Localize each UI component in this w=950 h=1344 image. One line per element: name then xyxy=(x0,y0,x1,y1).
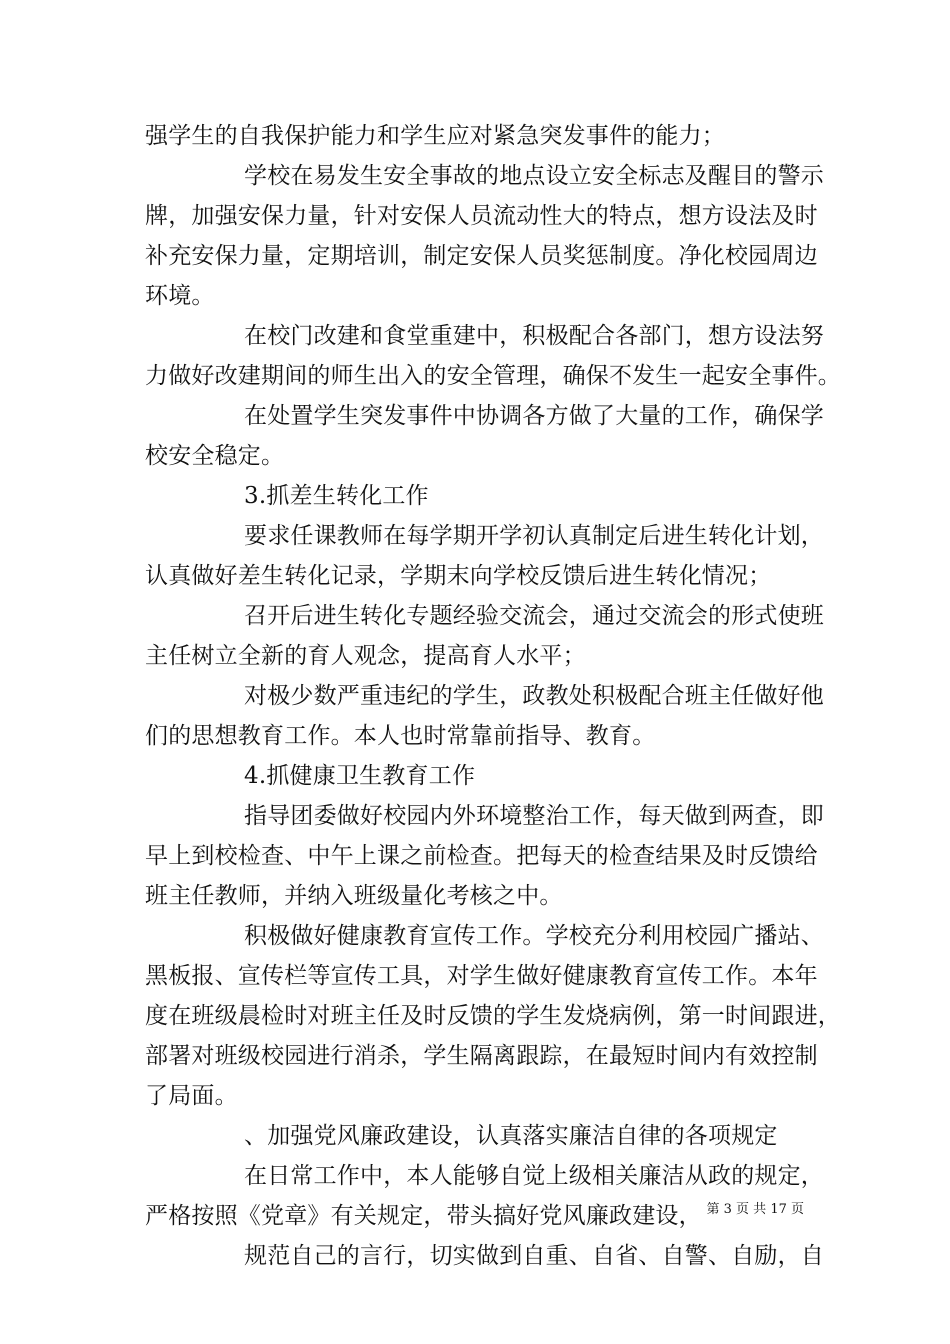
text-line: 召开后进生转化专题经验交流会，通过交流会的形式使班 xyxy=(244,603,824,629)
text-line: 在日常工作中，本人能够自觉上级相关廉洁从政的规定， xyxy=(244,1163,824,1189)
text-line: 早上到校检查、中午上课之前检查。把每天的检查结果及时反馈给 xyxy=(145,843,818,869)
section-heading: 4.抓健康卫生教育工作 xyxy=(244,763,476,789)
text-line: 部署对班级校园进行消杀，学生隔离跟踪，在最短时间内有效控制 xyxy=(145,1043,818,1069)
text-line: 校安全稳定。 xyxy=(145,443,285,469)
body-text xyxy=(145,116,841,1276)
section-heading: 3.抓差生转化工作 xyxy=(244,483,429,509)
section-heading: 、加强党风廉政建设，认真落实廉洁自律的各项规定 xyxy=(244,1123,778,1149)
text-line: 积极做好健康教育宣传工作。学校充分利用校园广播站、 xyxy=(244,923,824,949)
text-line: 黑板报、宣传栏等宣传工具，对学生做好健康教育宣传工作。本年 xyxy=(145,963,818,989)
text-line: 环境。 xyxy=(145,283,215,309)
text-line: 补充安保力量，定期培训，制定安保人员奖惩制度。净化校园周边 xyxy=(145,243,818,269)
text-line: 了局面。 xyxy=(145,1083,238,1109)
text-line: 强学生的自我保护能力和学生应对紧急突发事件的能力； xyxy=(145,123,725,149)
text-line: 对极少数严重违纪的学生，政教处积极配合班主任做好他 xyxy=(244,683,824,709)
page-number-footer: 第 3 页 共 17 页 xyxy=(706,1202,804,1217)
text-line: 规范自己的言行，切实做到自重、自省、自警、自励，自 xyxy=(244,1243,824,1269)
text-line: 在处置学生突发事件中协调各方做了大量的工作，确保学 xyxy=(244,403,824,429)
text-line: 在校门改建和食堂重建中，积极配合各部门，想方设法努 xyxy=(244,323,824,349)
text-line: 主任树立全新的育人观念，提高育人水平； xyxy=(145,643,586,669)
text-line: 牌，加强安保力量，针对安保人员流动性大的特点，想方设法及时 xyxy=(145,203,818,229)
text-line: 指导团委做好校园内外环境整治工作，每天做到两查，即 xyxy=(244,803,824,829)
text-line: 严格按照《党章》有关规定，带头搞好党风廉政建设， xyxy=(145,1203,702,1229)
text-line: 们的思想教育工作。本人也时常靠前指导、教育。 xyxy=(145,723,656,749)
text-line: 力做好改建期间的师生出入的安全管理，确保不发生一起安全事件。 xyxy=(145,363,841,389)
text-line: 学校在易发生安全事故的地点设立安全标志及醒目的警示 xyxy=(244,163,824,189)
text-line: 认真做好差生转化记录，学期末向学校反馈后进生转化情况； xyxy=(145,563,772,589)
text-line: 要求任课教师在每学期开学初认真制定后进生转化计划， xyxy=(244,523,824,549)
text-line: 班主任教师，并纳入班级量化考核之中。 xyxy=(145,883,563,909)
text-line: 度在班级晨检时对班主任及时反馈的学生发烧病例，第一时间跟进， xyxy=(145,1003,841,1029)
